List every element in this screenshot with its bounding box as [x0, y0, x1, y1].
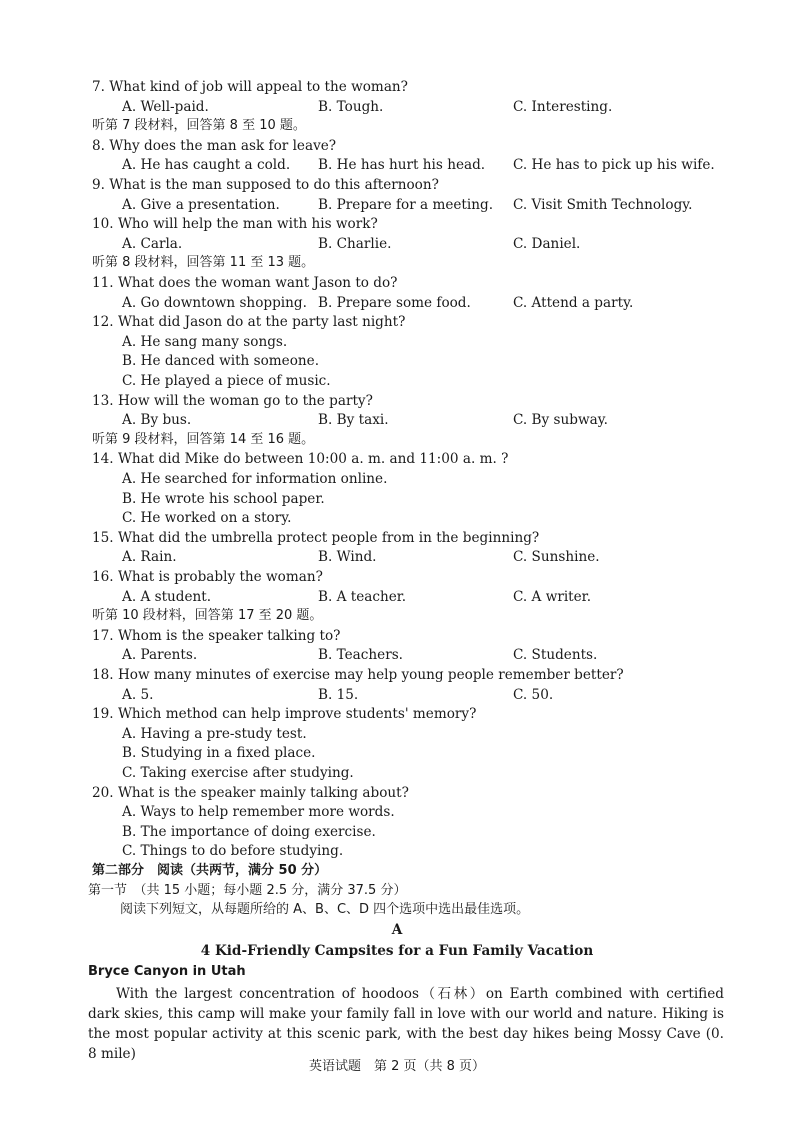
answer-option: B. He danced with someone.	[122, 353, 320, 370]
question-stem: 9. What is the man supposed to do this afternoon?	[92, 177, 439, 193]
answer-option: C. Sunshine.	[513, 549, 600, 566]
answer-option: C. He has to pick up his wife.	[513, 157, 715, 174]
answer-option: C. Attend a party.	[513, 294, 634, 311]
answer-option: C. Taking exercise after studying.	[122, 765, 354, 781]
answer-option: A. 5.	[122, 686, 154, 703]
answer-option: C. Students.	[513, 647, 598, 664]
answer-option: C. Interesting.	[513, 98, 613, 115]
answer-option: B. Studying in a fixed place.	[122, 745, 316, 762]
answer-option: B. He has hurt his head.	[318, 157, 486, 174]
part-heading: 第二部分 阅读（共两节，满分 50 分）	[92, 863, 328, 878]
passage-text: With the largest concentration of hoodoos（石林）on Earth combined with certified dark skies, this camp will make your family fall in love with our world and nature. Hiking is the most popular activity at this scenic park, with the best day hikes being Mossy Cave (0. 8 mile)	[88, 985, 724, 1062]
answer-option: C. A writer.	[513, 588, 592, 605]
question-stem: 20. What is the speaker mainly talking about?	[92, 784, 409, 801]
answer-option: C. Daniel.	[513, 235, 581, 252]
answer-option: B. Charlie.	[318, 235, 392, 252]
answer-option: C. 50.	[513, 686, 554, 703]
answer-option: A. By bus.	[122, 412, 192, 429]
answer-option: B. Wind.	[318, 549, 377, 566]
page-footer: 英语试题 第 2 页（共 8 页）	[308, 1059, 486, 1074]
question-stem: 11. What does the woman want Jason to do?	[92, 275, 398, 291]
answer-option: B. Prepare for a meeting.	[318, 196, 494, 213]
answer-option: B. By taxi.	[318, 412, 389, 429]
answer-option: B. He wrote his school paper.	[122, 490, 325, 507]
question-stem: 8. Why does the man ask for leave?	[92, 137, 337, 154]
listening-section-header: 听第 10 段材料，回答第 17 至 20 题。	[92, 608, 323, 624]
answer-option: A. Rain.	[122, 549, 177, 566]
question-stem: 7. What kind of job will appeal to the woman?	[92, 79, 408, 95]
question-stem: 16. What is probably the woman?	[92, 569, 323, 585]
question-stem: 14. What did Mike do between 10:00 a. m. and 11:00 a. m. ?	[92, 451, 509, 468]
answer-option: B. A teacher.	[318, 588, 407, 605]
answer-option: A. He has caught a cold.	[122, 157, 291, 174]
answer-option: A. Give a presentation.	[122, 196, 280, 213]
section-heading: 第一节 （共 15 小题；每小题 2.5 分，满分 37.5 分）	[88, 882, 407, 898]
answer-option: C. He worked on a story.	[122, 510, 292, 527]
question-stem: 10. Who will help the man with his work?	[92, 216, 378, 233]
answer-option: A. A student.	[122, 588, 212, 605]
question-stem: 19. Which method can help improve students' memory?	[92, 706, 477, 723]
answer-option: B. Prepare some food.	[318, 294, 471, 311]
listening-section-header: 听第 9 段材料，回答第 14 至 16 题。	[92, 431, 315, 447]
answer-option: A. He sang many songs.	[122, 333, 288, 350]
answer-option: B. Teachers.	[318, 647, 404, 664]
passage-paragraph	[88, 984, 724, 1064]
answer-option: A. Parents.	[122, 647, 198, 664]
answer-option: A. Ways to help remember more words.	[122, 804, 395, 821]
question-stem: 15. What did the umbrella protect people from in the beginning?	[92, 529, 540, 546]
passage-letter: A	[391, 921, 403, 938]
answer-option: C. He played a piece of music.	[122, 373, 331, 389]
question-stem: 12. What did Jason do at the party last night?	[92, 314, 406, 331]
listening-section-header: 听第 7 段材料，回答第 8 至 10 题。	[92, 118, 306, 134]
answer-option: A. Having a pre-study test.	[122, 725, 307, 742]
listening-section-header: 听第 8 段材料，回答第 11 至 13 题。	[92, 255, 315, 271]
passage-subtitle: Bryce Canyon in Utah	[88, 964, 246, 979]
passage-title: 4 Kid-Friendly Campsites for a Fun Family Vacation	[200, 943, 594, 960]
answer-option: C. Things to do before studying.	[122, 843, 344, 860]
answer-option: A. Go downtown shopping.	[122, 294, 307, 311]
answer-option: A. He searched for information online.	[122, 471, 388, 487]
question-stem: 18. How many minutes of exercise may help young people remember better?	[92, 667, 624, 683]
answer-option: B. Tough.	[318, 98, 384, 115]
answer-option: A. Carla.	[122, 235, 183, 252]
answer-option: B. 15.	[318, 686, 359, 703]
answer-option: C. By subway.	[513, 412, 608, 429]
answer-option: C. Visit Smith Technology.	[513, 196, 693, 213]
instruction: 阅读下列短文，从每题所给的 A、B、C、D 四个选项中选出最佳选项。	[120, 902, 530, 918]
question-stem: 13. How will the woman go to the party?	[92, 392, 373, 409]
answer-option: A. Well-paid.	[122, 98, 209, 115]
answer-option: B. The importance of doing exercise.	[122, 823, 376, 840]
question-stem: 17. Whom is the speaker talking to?	[92, 627, 341, 644]
